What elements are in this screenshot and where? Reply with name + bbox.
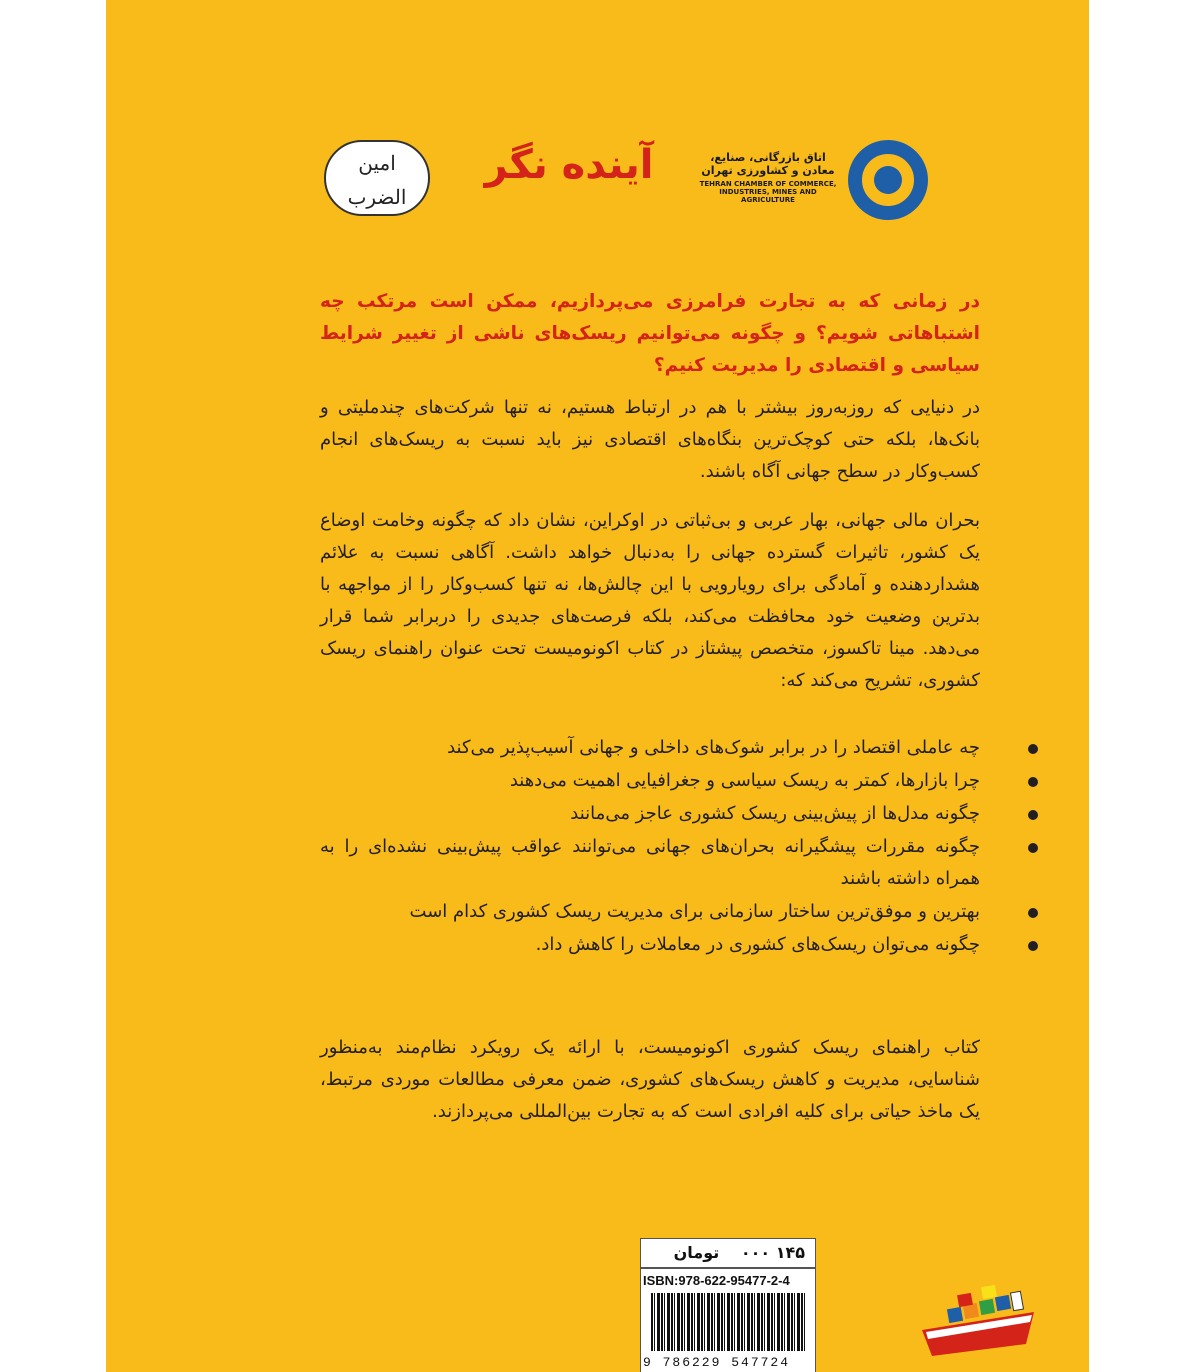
bullet-dot-icon — [1028, 810, 1038, 820]
bullet-dot-icon — [1028, 777, 1038, 787]
chamber-emblem-icon — [848, 140, 928, 220]
chamber-logo-text — [698, 152, 838, 204]
bullet-item: چرا بازارها، کمتر به ریسک سیاسی و جغرافیایی اهمیت می‌دهند — [320, 765, 1038, 797]
bullet-item: چه عاملی اقتصاد را در برابر شوک‌های داخلی و جهانی آسیب‌پذیر می‌کند — [320, 732, 1038, 764]
chamber-name-fa: اتاق بازرگانی، صنایع، معادن و کشاورزی تهران — [701, 151, 835, 177]
bullet-dot-icon — [1028, 843, 1038, 853]
bullet-dot-icon — [1028, 908, 1038, 918]
bullet-dot-icon — [1028, 744, 1038, 754]
isbn-barcode-box — [640, 1268, 816, 1372]
paragraph-2: بحران مالی جهانی، بهار عربی و بی‌ثباتی در اوکراین، نشان داد که چگونه وخامت اوضاع یک کشور، تاثیرات گسترده جهانی را به‌دنبال خواهد داشت. آگاهی نسبت به علائم هشداردهنده و آمادگی برای رویارویی با این چالش‌ها، نه تنها کسب‌وکار را از مواجهه با بدترین وضعیت خود محافظت می‌کند، بلکه فرصت‌های جدیدی را دربرابر شما قرار می‌دهد. مینا تاکسوز، متخصص پیشتاز در کتاب اکونومیست تحت عنوان راهنمای ریسک کشوری، تشریح می‌کند که: — [320, 510, 980, 691]
bullet-item: چگونه مقررات پیشگیرانه بحران‌های جهانی می‌توانند عواقب پیش‌بینی نشده‌ای را به همراه داشته باشند — [320, 831, 1038, 895]
paragraph-3: کتاب راهنمای ریسک کشوری اکونومیست، با ارائه یک رویکرد نظام‌مند به‌منظور شناسایی، مدیریت و کاهش ریسک‌های کشوری، ضمن معرفی مطالعات موردی مرتبط، یک ماخذ حیاتی برای کلیه افرادی است که به تجارت بین‌المللی می‌پردازند. — [320, 1037, 980, 1122]
price-currency: تومان — [673, 1243, 720, 1262]
barcode-number: 9 786229 547724 — [643, 1355, 791, 1370]
logo-row — [106, 130, 1089, 250]
bullet-dot-icon — [1028, 941, 1038, 951]
price-label — [640, 1238, 816, 1268]
cargo-ship-icon — [918, 1282, 1038, 1362]
bullet-item: بهترین و موفق‌ترین ساختار سازمانی برای مدیریت ریسک کشوری کدام است — [320, 896, 1038, 928]
publisher-logo: آینده نگر — [484, 142, 654, 188]
price-amount: ۱۴۵ ۰۰۰ — [740, 1243, 805, 1262]
bullet-item: چگونه می‌توان ریسک‌های کشوری در معاملات را کاهش داد. — [320, 929, 1038, 961]
intro-question: در زمانی که به تجارت فرامرزی می‌پردازیم، ممکن است مرتکب چه اشتباهاتی شویم؟ و چگونه می‌توانیم ریسک‌های ناشی از تغییر شرایط سیاسی و اقتصادی را مدیریت کنیم؟ — [320, 291, 980, 376]
paragraph-1: در دنیایی که روزبه‌روز بیشتر با هم در ارتباط هستیم، نه تنها شرکت‌های چندملیتی و بانک‌ها، بلکه حتی کوچک‌ترین بنگاه‌های اقتصادی نیز باید نسبت به ریسک‌های انجام کسب‌وکار در سطح جهانی آگاه باشند. — [320, 397, 980, 482]
barcode-icon — [651, 1293, 807, 1351]
amin-logo: امین الضرب — [324, 140, 430, 216]
isbn-text: ISBN:978-622-95477-2-4 — [643, 1273, 790, 1288]
bullet-list — [320, 732, 1038, 962]
bullet-item: چگونه مدل‌ها از پیش‌بینی ریسک کشوری عاجز می‌مانند — [320, 798, 1038, 830]
book-back-cover — [106, 0, 1089, 1372]
chamber-name-en: TEHRAN CHAMBER OF COMMERCE, INDUSTRIES, MINES AND AGRICULTURE — [699, 180, 837, 205]
